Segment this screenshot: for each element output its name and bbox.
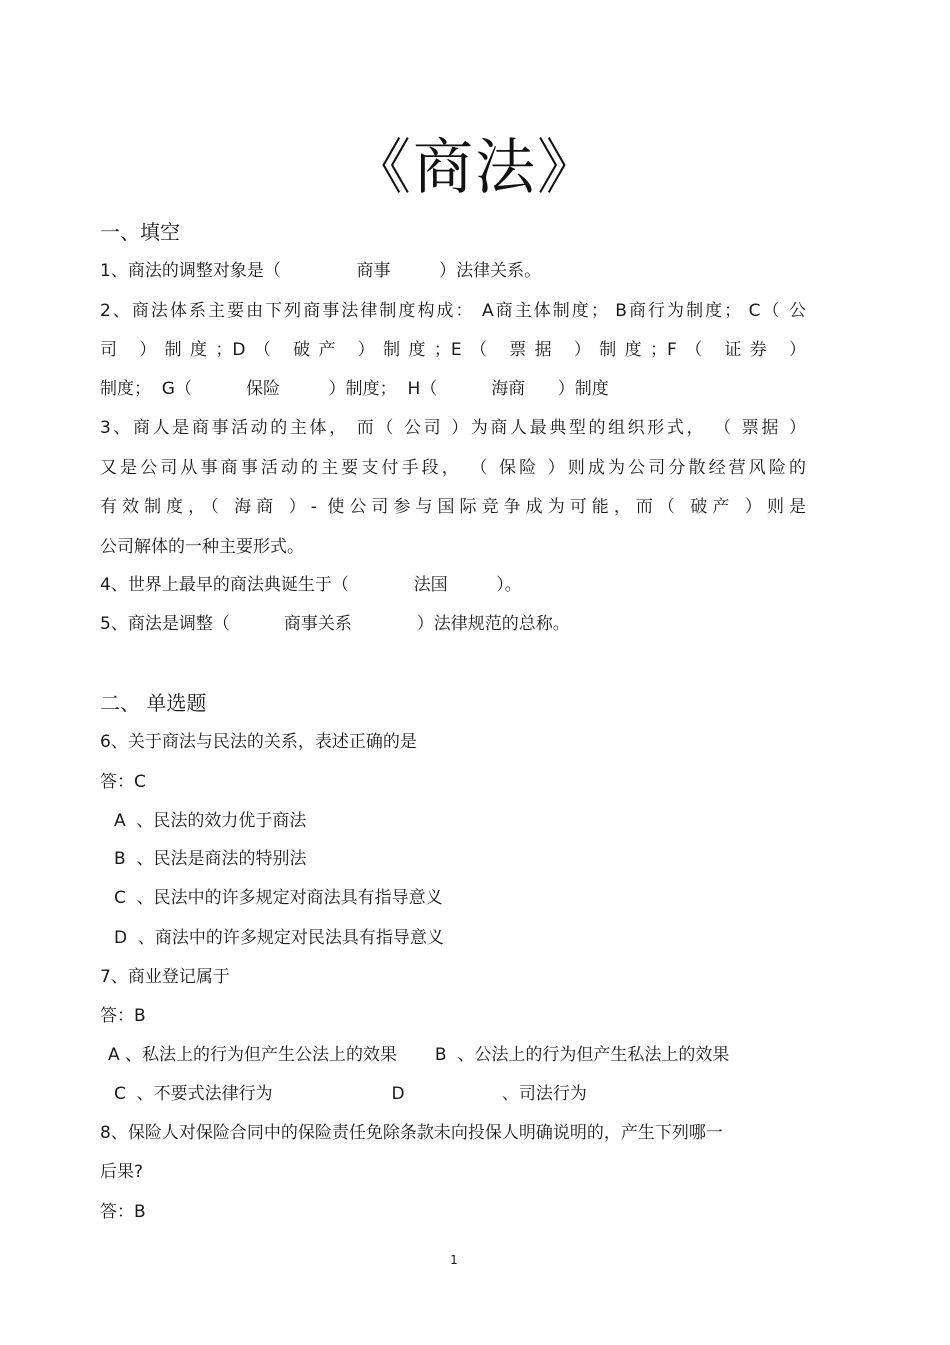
section-heading-fill-in: 一、填空 xyxy=(100,220,180,244)
option-6a: A 、民法的效力优于商法 xyxy=(114,811,307,831)
option-6d: D 、商法中的许多规定对民法具有指导意义 xyxy=(114,928,444,948)
question-8-line2: 后果? xyxy=(100,1162,144,1182)
section-heading-single-choice: 二、 单选题 xyxy=(100,691,207,715)
answer-6: 答：C xyxy=(100,772,146,792)
page-number: 1 xyxy=(450,1253,458,1267)
answer-7: 答：B xyxy=(100,1006,146,1026)
question-8-line1: 8、保险人对保险合同中的保险责任免除条款未向投保人明确说明的，产生下列哪一 xyxy=(100,1123,723,1143)
question-6: 6、关于商法与民法的关系，表述正确的是 xyxy=(100,732,417,752)
question-7: 7、商业登记属于 xyxy=(100,967,230,987)
document-title: 《商法》 xyxy=(351,133,599,203)
fill-in-q1: 1、商法的调整对象是（ 商事 ）法律关系。 xyxy=(100,261,542,281)
options-7-row1: A 、私法上的行为但产生公法上的效果 B 、公法上的行为但产生私法上的效果 xyxy=(108,1045,730,1065)
fill-in-q3-line4: 公司解体的一种主要形式。 xyxy=(100,537,304,557)
options-7-row2: C 、不要式法律行为 D 、司法行为 xyxy=(114,1084,587,1104)
fill-in-q2-line2: 司 ）制度；D（ 破产 ）制度；E（ 票据 ）制度；F（ 证券 ） xyxy=(100,340,806,360)
fill-in-q4: 4、世界上最早的商法典诞生于（ 法国 ）。 xyxy=(100,575,522,595)
answer-8: 答：B xyxy=(100,1202,146,1222)
fill-in-q3-line1: 3、商人是商事活动的主体， 而（ 公司 ）为商人最典型的组织形式， （ 票据 ） xyxy=(100,418,806,438)
option-6c: C 、民法中的许多规定对商法具有指导意义 xyxy=(114,888,443,908)
fill-in-q2-line1: 2、商法体系主要由下列商事法律制度构成： A商主体制度； B商行为制度； C（ 公 xyxy=(100,301,806,321)
fill-in-q5: 5、商法是调整（ 商事关系 ）法律规范的总称。 xyxy=(100,614,570,634)
option-6b: B 、民法是商法的特别法 xyxy=(114,849,307,869)
fill-in-q3-line2: 又是公司从事商事活动的主要支付手段， （ 保险 ）则成为公司分散经营风险的 xyxy=(100,458,806,478)
fill-in-q3-line3: 有效制度，（ 海商 ）- 使公司参与国际竞争成为可能，而（ 破产 ）则是 xyxy=(100,497,806,517)
fill-in-q2-line3: 制度； G（ 保险 ）制度； H（ 海商 ）制度 xyxy=(100,379,609,399)
